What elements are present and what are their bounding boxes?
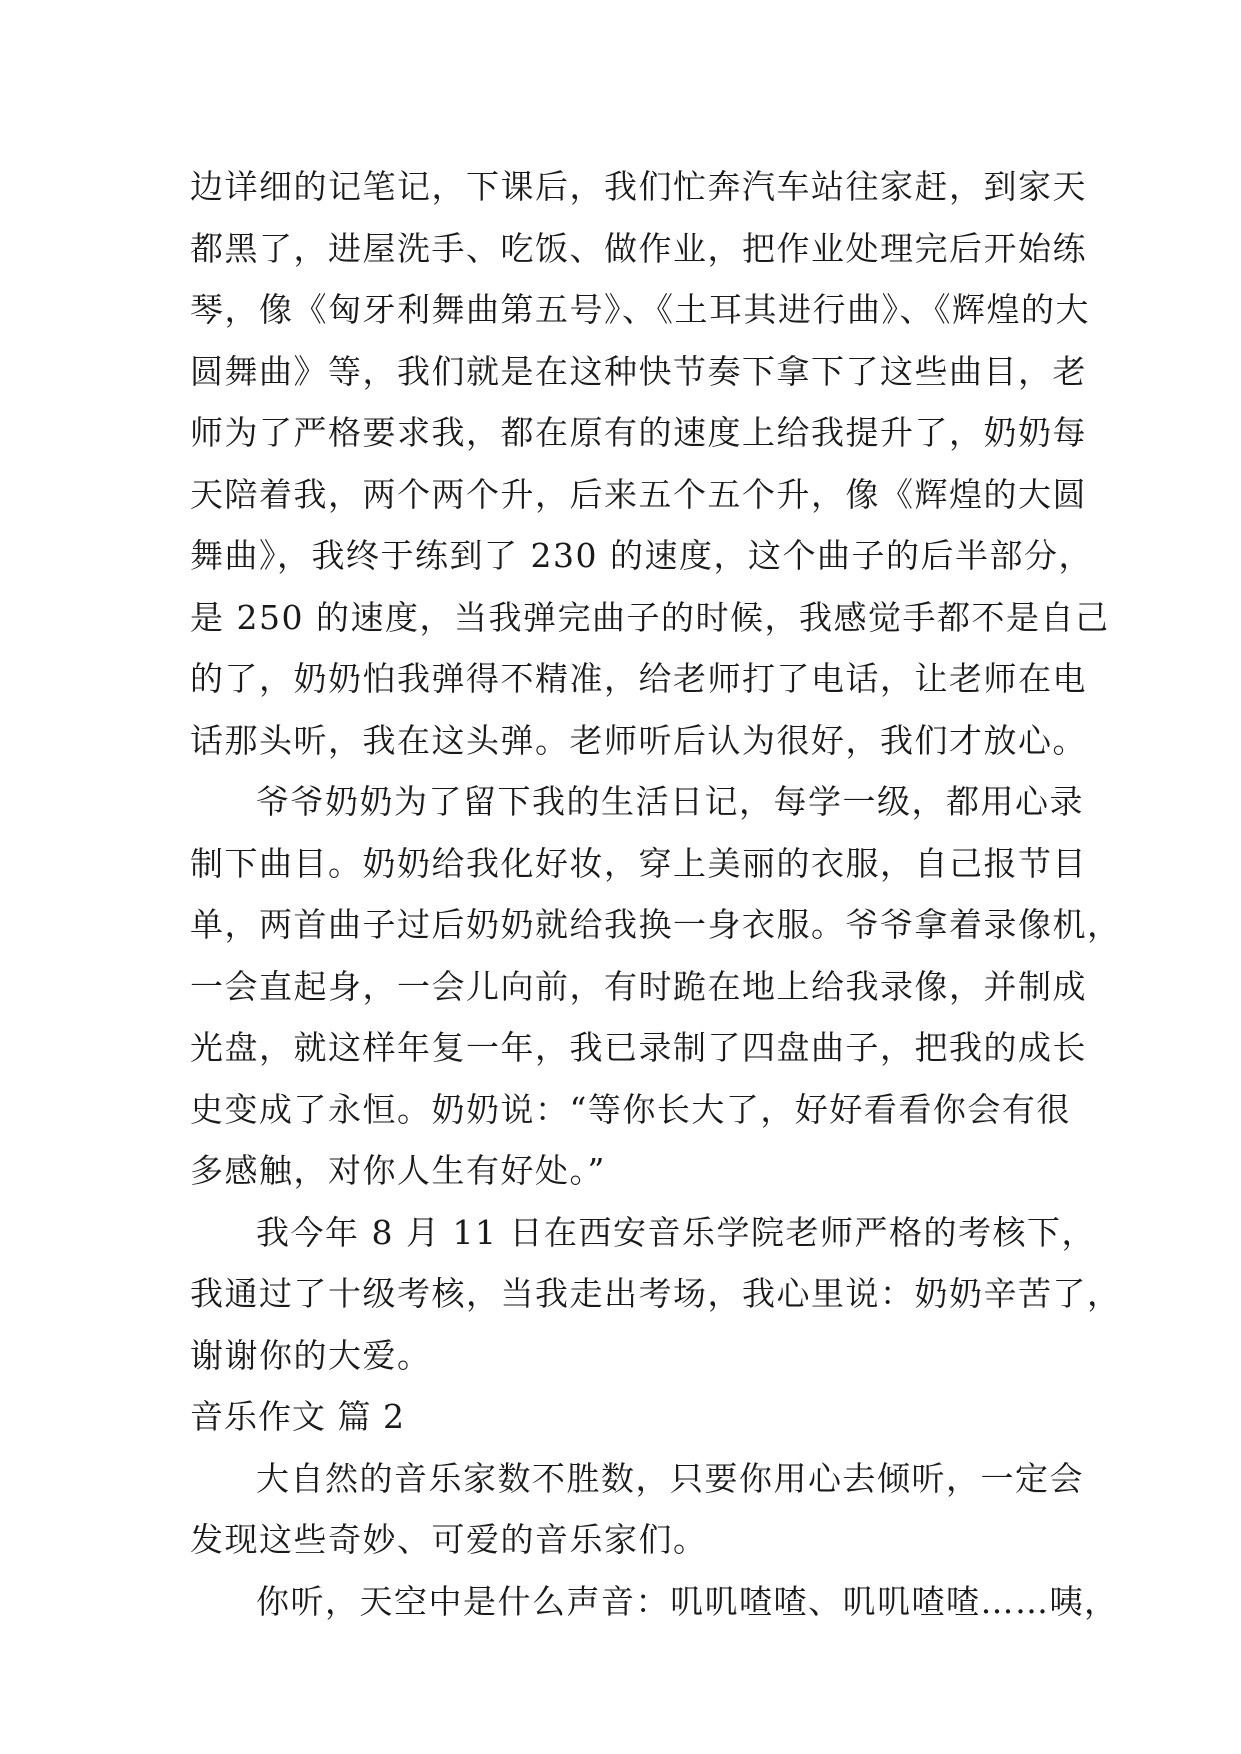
- text-line: 谢谢你的大爱。: [190, 1335, 432, 1375]
- paragraph-first-line: 爷爷奶奶为了留下我的生活日记，每学一级，都用心录: [256, 782, 1084, 821]
- text-line: 一会直起身，一会儿向前，有时跪在地上给我录像，并制成: [190, 966, 1087, 1006]
- text-line: 光盘，就这样年复一年，我已录制了四盘曲子，把我的成长: [190, 1028, 1087, 1067]
- text-line: 单，两首曲子过后奶奶就给我换一身衣服。爷爷拿着录像机，: [190, 905, 1122, 944]
- text-line: 的了，奶奶怕我弹得不精准，给老师打了电话，让老师在电: [190, 659, 1087, 698]
- text-line: 发现这些奇妙、可爱的音乐家们。: [190, 1520, 708, 1559]
- text-line: 舞曲》，我终于练到了 230 的速度，这个曲子的后半部分，: [190, 536, 1093, 575]
- text-line: 多感触，对你人生有好处。”: [190, 1151, 606, 1190]
- text-line: 圆舞曲》等，我们就是在这种快节奏下拿下了这些曲目，老: [190, 351, 1087, 391]
- document-body: [190, 156, 1122, 1632]
- paragraph-first-line: 我今年 8 月 11 日在西安音乐学院老师严格的考核下，: [256, 1212, 1096, 1252]
- text-line: 话那头听，我在这头弹。老师听后认为很好，我们才放心。: [190, 720, 1087, 760]
- text-line: 师为了严格要求我，都在原有的速度上给我提升了，奶奶每: [190, 413, 1087, 452]
- text-line: 是 250 的速度，当我弹完曲子的时候，我感觉手都不是自己: [190, 597, 1110, 637]
- text-line: 制下曲目。奶奶给我化好妆，穿上美丽的衣服，自己报节目: [190, 843, 1087, 883]
- text-line: 我通过了十级考核，当我走出考场，我心里说：奶奶辛苦了，: [190, 1274, 1122, 1313]
- text-line: 天陪着我，两个两个升，后来五个五个升，像《辉煌的大圆: [190, 474, 1087, 514]
- text-line: 史变成了永恒。奶奶说：“等你长大了，好好看看你会有很: [190, 1089, 1071, 1129]
- paragraph-first-line: 你听，天空中是什么声音：叽叽喳喳、叽叽喳喳……咦，: [256, 1581, 1119, 1621]
- paragraph-first-line: 大自然的音乐家数不胜数，只要你用心去倾听，一定会: [256, 1458, 1084, 1498]
- section-heading: 音乐作文 篇 2: [190, 1397, 405, 1436]
- text-line: 琴，像《匈牙利舞曲第五号》、《土耳其进行曲》、《辉煌的大: [190, 290, 1090, 329]
- text-line: 边详细的记笔记，下课后，我们忙奔汽车站往家赶，到家天: [190, 167, 1087, 206]
- text-line: 都黑了，进屋洗手、吃饭、做作业，把作业处理完后开始练: [190, 228, 1087, 268]
